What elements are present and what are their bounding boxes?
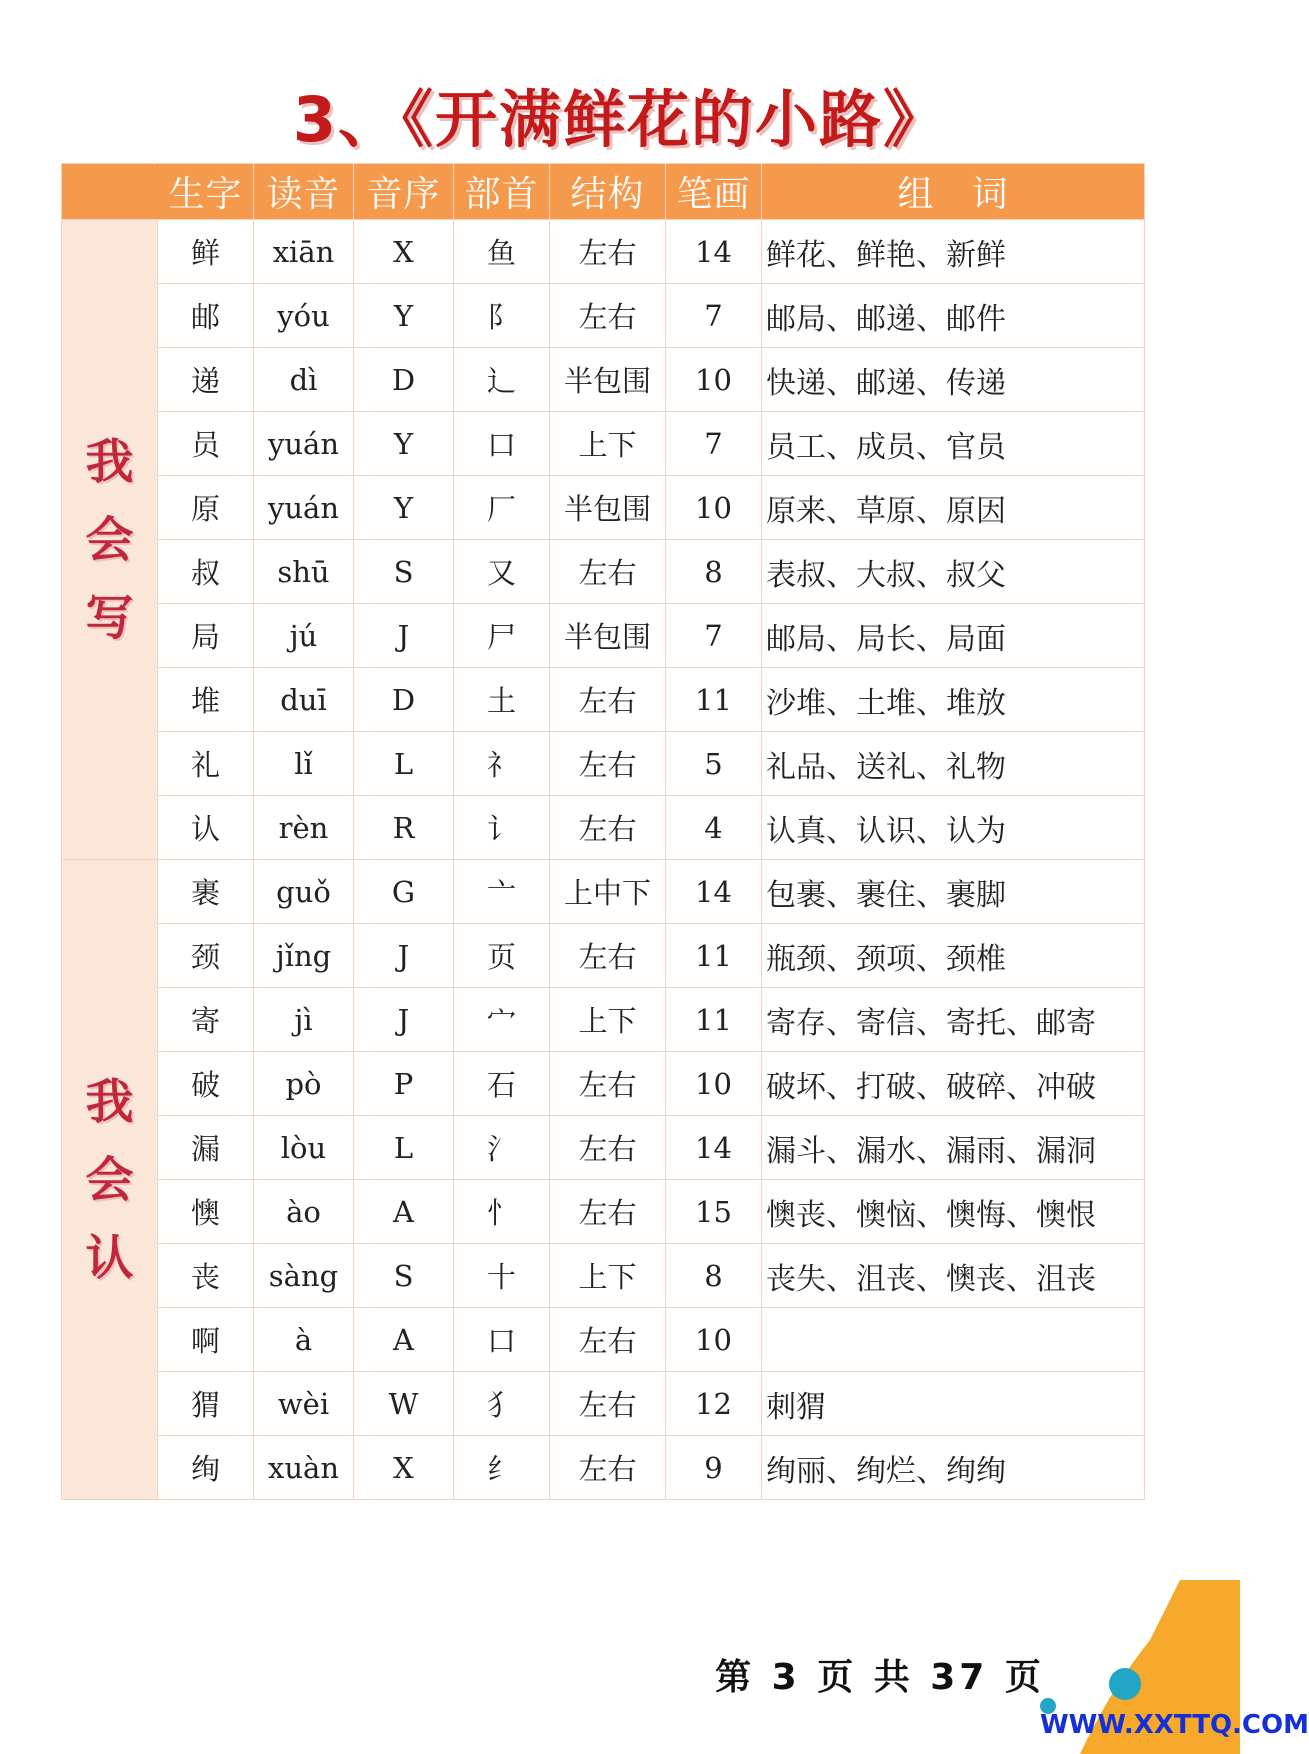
initial-cell: X [354, 1436, 454, 1500]
radical-cell: 讠 [454, 796, 550, 860]
words-cell: 丧失、沮丧、懊丧、沮丧 [762, 1244, 1145, 1308]
words-cell: 邮局、邮递、邮件 [762, 284, 1145, 348]
structure-cell: 上下 [550, 412, 666, 476]
initial-cell: D [354, 348, 454, 412]
character-cell: 颈 [158, 924, 254, 988]
strokes-cell: 14 [666, 220, 762, 284]
strokes-cell: 11 [666, 668, 762, 732]
words-cell: 瓶颈、颈项、颈椎 [762, 924, 1145, 988]
initial-cell: L [354, 732, 454, 796]
initial-cell: D [354, 668, 454, 732]
words-cell: 绚丽、绚烂、绚绚 [762, 1436, 1145, 1500]
header-radical: 部首 [454, 164, 550, 220]
radical-cell: 纟 [454, 1436, 550, 1500]
initial-cell: G [354, 860, 454, 924]
pinyin-cell: ào [254, 1180, 354, 1244]
structure-cell: 左右 [550, 668, 666, 732]
words-cell: 漏斗、漏水、漏雨、漏洞 [762, 1116, 1145, 1180]
structure-cell: 左右 [550, 1116, 666, 1180]
structure-cell: 上下 [550, 988, 666, 1052]
table-row [62, 988, 1145, 1052]
group-label: 我会写 [85, 433, 134, 646]
radical-cell: 口 [454, 1308, 550, 1372]
character-cell: 啊 [158, 1308, 254, 1372]
words-cell: 快递、邮递、传递 [762, 348, 1145, 412]
character-cell: 邮 [158, 284, 254, 348]
character-cell: 丧 [158, 1244, 254, 1308]
initial-cell: J [354, 924, 454, 988]
pinyin-cell: dì [254, 348, 354, 412]
structure-cell: 左右 [550, 1372, 666, 1436]
table-row [62, 732, 1145, 796]
radical-cell: 尸 [454, 604, 550, 668]
character-cell: 礼 [158, 732, 254, 796]
radical-cell: 页 [454, 924, 550, 988]
table-row [62, 412, 1145, 476]
character-cell: 绚 [158, 1436, 254, 1500]
vocab-table [61, 163, 1145, 1500]
strokes-cell: 10 [666, 348, 762, 412]
words-cell: 沙堆、土堆、堆放 [762, 668, 1145, 732]
table-row [62, 860, 1145, 924]
table-row [62, 540, 1145, 604]
strokes-cell: 7 [666, 604, 762, 668]
pinyin-cell: xuàn [254, 1436, 354, 1500]
character-cell: 认 [158, 796, 254, 860]
character-cell: 懊 [158, 1180, 254, 1244]
words-cell [762, 1308, 1145, 1372]
radical-cell: 氵 [454, 1116, 550, 1180]
strokes-cell: 10 [666, 1308, 762, 1372]
structure-cell: 左右 [550, 796, 666, 860]
character-cell: 裹 [158, 860, 254, 924]
header-initial: 音序 [354, 164, 454, 220]
structure-cell: 半包围 [550, 348, 666, 412]
group-label: 我会认 [85, 1073, 134, 1286]
radical-cell: 口 [454, 412, 550, 476]
words-cell: 包裹、裹住、裹脚 [762, 860, 1145, 924]
initial-cell: R [354, 796, 454, 860]
table-row [62, 1308, 1145, 1372]
words-cell: 原来、草原、原因 [762, 476, 1145, 540]
initial-cell: A [354, 1180, 454, 1244]
pinyin-cell: yóu [254, 284, 354, 348]
words-cell: 邮局、局长、局面 [762, 604, 1145, 668]
character-cell: 鲜 [158, 220, 254, 284]
character-cell: 寄 [158, 988, 254, 1052]
initial-cell: Y [354, 284, 454, 348]
structure-cell: 左右 [550, 284, 666, 348]
table-row [62, 1436, 1145, 1500]
initial-cell: Y [354, 476, 454, 540]
page-number: 第 3 页 共 37 页 [715, 1657, 1045, 1698]
pinyin-cell: à [254, 1308, 354, 1372]
pinyin-cell: shū [254, 540, 354, 604]
table-row [62, 1372, 1145, 1436]
structure-cell: 半包围 [550, 476, 666, 540]
table-row [62, 796, 1145, 860]
words-cell: 鲜花、鲜艳、新鲜 [762, 220, 1145, 284]
words-cell: 寄存、寄信、寄托、邮寄 [762, 988, 1145, 1052]
initial-cell: W [354, 1372, 454, 1436]
table-body [62, 220, 1145, 1500]
strokes-cell: 10 [666, 476, 762, 540]
character-cell: 局 [158, 604, 254, 668]
header-structure: 结构 [550, 164, 666, 220]
character-cell: 员 [158, 412, 254, 476]
pinyin-cell: yuán [254, 476, 354, 540]
radical-cell: 阝 [454, 284, 550, 348]
table-row [62, 220, 1145, 284]
structure-cell: 上下 [550, 1244, 666, 1308]
table-row [62, 1180, 1145, 1244]
strokes-cell: 14 [666, 1116, 762, 1180]
radical-cell: 亠 [454, 860, 550, 924]
words-cell: 破坏、打破、破碎、冲破 [762, 1052, 1145, 1116]
structure-cell: 左右 [550, 1052, 666, 1116]
structure-cell: 左右 [550, 1436, 666, 1500]
group-label-cell [62, 220, 158, 860]
character-cell: 叔 [158, 540, 254, 604]
pinyin-cell: wèi [254, 1372, 354, 1436]
pinyin-cell: guǒ [254, 860, 354, 924]
character-cell: 原 [158, 476, 254, 540]
initial-cell: S [354, 540, 454, 604]
radical-cell: 石 [454, 1052, 550, 1116]
radical-cell: 鱼 [454, 220, 550, 284]
page-title: 3、《开满鲜花的小路》 [292, 83, 948, 156]
pinyin-cell: lòu [254, 1116, 354, 1180]
structure-cell: 左右 [550, 1180, 666, 1244]
character-cell: 破 [158, 1052, 254, 1116]
pinyin-cell: rèn [254, 796, 354, 860]
strokes-cell: 7 [666, 284, 762, 348]
words-cell: 礼品、送礼、礼物 [762, 732, 1145, 796]
initial-cell: P [354, 1052, 454, 1116]
pinyin-cell: jì [254, 988, 354, 1052]
radical-cell: 厂 [454, 476, 550, 540]
structure-cell: 左右 [550, 1308, 666, 1372]
table-row [62, 1244, 1145, 1308]
structure-cell: 左右 [550, 732, 666, 796]
radical-cell: 礻 [454, 732, 550, 796]
table-row [62, 284, 1145, 348]
group-label-cell [62, 860, 158, 1500]
radical-cell: 辶 [454, 348, 550, 412]
pinyin-cell: lǐ [254, 732, 354, 796]
initial-cell: Y [354, 412, 454, 476]
initial-cell: L [354, 1116, 454, 1180]
radical-cell: 十 [454, 1244, 550, 1308]
pinyin-cell: duī [254, 668, 354, 732]
table-row [62, 348, 1145, 412]
radical-cell: 又 [454, 540, 550, 604]
radical-cell: 土 [454, 668, 550, 732]
header-words: 组 词 [762, 164, 1145, 220]
table-row [62, 476, 1145, 540]
strokes-cell: 7 [666, 412, 762, 476]
table-row [62, 924, 1145, 988]
strokes-cell: 10 [666, 1052, 762, 1116]
header-pinyin: 读音 [254, 164, 354, 220]
character-cell: 猬 [158, 1372, 254, 1436]
strokes-cell: 12 [666, 1372, 762, 1436]
strokes-cell: 14 [666, 860, 762, 924]
strokes-cell: 4 [666, 796, 762, 860]
header-corner [62, 164, 158, 220]
strokes-cell: 9 [666, 1436, 762, 1500]
strokes-cell: 15 [666, 1180, 762, 1244]
pinyin-cell: pò [254, 1052, 354, 1116]
structure-cell: 左右 [550, 924, 666, 988]
initial-cell: A [354, 1308, 454, 1372]
pinyin-cell: yuán [254, 412, 354, 476]
words-cell: 员工、成员、官员 [762, 412, 1145, 476]
table-row [62, 1116, 1145, 1180]
words-cell: 表叔、大叔、叔父 [762, 540, 1145, 604]
header-character: 生字 [158, 164, 254, 220]
words-cell: 认真、认识、认为 [762, 796, 1145, 860]
structure-cell: 半包围 [550, 604, 666, 668]
pinyin-cell: xiān [254, 220, 354, 284]
initial-cell: J [354, 988, 454, 1052]
strokes-cell: 11 [666, 988, 762, 1052]
table-row [62, 668, 1145, 732]
table-row [62, 1052, 1145, 1116]
strokes-cell: 5 [666, 732, 762, 796]
header-strokes: 笔画 [666, 164, 762, 220]
strokes-cell: 11 [666, 924, 762, 988]
pinyin-cell: jú [254, 604, 354, 668]
strokes-cell: 8 [666, 540, 762, 604]
character-cell: 递 [158, 348, 254, 412]
site-logo: WWW.XXTTQ.COM [1040, 1710, 1309, 1740]
initial-cell: S [354, 1244, 454, 1308]
pinyin-cell: sàng [254, 1244, 354, 1308]
words-cell: 懊丧、懊恼、懊悔、懊恨 [762, 1180, 1145, 1244]
initial-cell: X [354, 220, 454, 284]
strokes-cell: 8 [666, 1244, 762, 1308]
radical-cell: 忄 [454, 1180, 550, 1244]
table-header-row [62, 164, 1145, 220]
words-cell: 刺猬 [762, 1372, 1145, 1436]
pinyin-cell: jǐng [254, 924, 354, 988]
table-row [62, 604, 1145, 668]
character-cell: 堆 [158, 668, 254, 732]
structure-cell: 上中下 [550, 860, 666, 924]
structure-cell: 左右 [550, 540, 666, 604]
radical-cell: 犭 [454, 1372, 550, 1436]
initial-cell: J [354, 604, 454, 668]
character-cell: 漏 [158, 1116, 254, 1180]
radical-cell: 宀 [454, 988, 550, 1052]
structure-cell: 左右 [550, 220, 666, 284]
